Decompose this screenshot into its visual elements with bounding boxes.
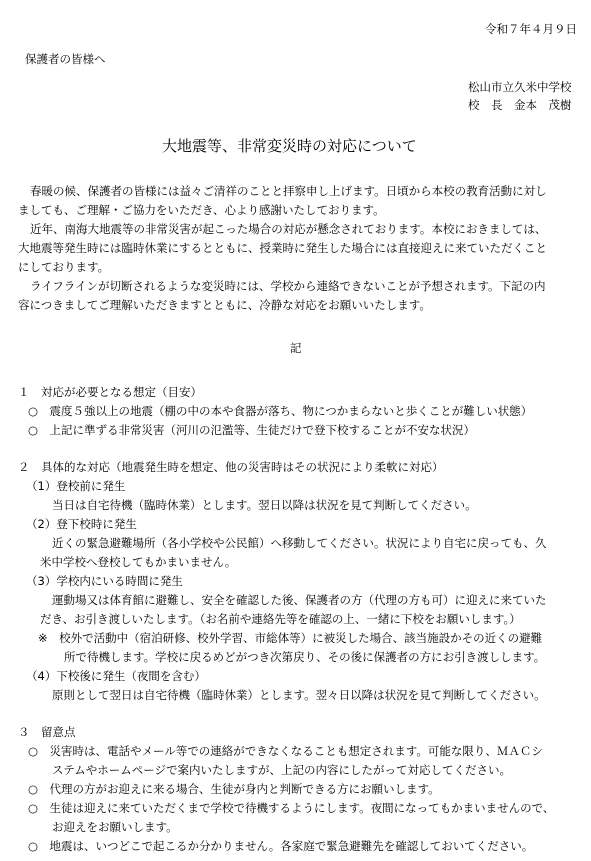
section1-item: ○ 震度５強以上の地震（棚の中の本や食器が落ち、物につかまらないと歩くことが難しい状態） [28,404,533,418]
section3-heading: ３ 留意点 [18,725,76,739]
ki-heading: 記 [290,341,302,355]
section3-item: ○ 地震は、いつどこで起こるか分かりません。各家庭で緊急避難先を確認しておいてください。 [28,839,534,853]
school-name: 松山市立久米中学校 [468,80,572,94]
section3-item: ○ 災害時は、電話やメール等での連絡ができなくなることも想定されます。可能な限り、ＭＡＣシ [28,744,543,758]
section2-heading: ２ 具体的な対応（地震発生時を想定、他の災害時はその状況により柔軟に対応） [18,460,444,474]
intro-line: 大地震等発生時には臨時休業にするとともに、授業時に発生した場合には直接迎えに来ていただくこと [18,241,547,255]
intro-line: 春暖の候、保護者の皆様には益々ご清祥のことと拝察申し上げます。日頃から本校の教育活動に対し [30,184,547,198]
section2-subheading: （4）下校後に発生（夜間を含む） [26,669,206,683]
section3-item: お迎えをお願いします。 [52,820,178,834]
intro-line: ましても、ご理解・ご協力をいただき、心より感謝いたしております。 [18,203,385,217]
section2-subheading: （1）登校前に発生 [26,479,126,493]
principal-name: 校 長 金本 茂樹 [468,98,572,112]
section1-heading: １ 対応が必要となる想定（目安） [18,385,202,399]
intro-line: にしております。 [18,260,110,274]
section3-item: ステムやホームページで案内いたしますが、上記の内容にしたがって対応してください。 [52,763,511,777]
document-date: 令和７年４月９日 [485,22,577,36]
section2-text: 近くの緊急避難場所（各小学校や公民館）へ移動してください。状況により自宅に戻っても、久 [52,536,547,550]
recipient-line: 保護者の皆様へ [25,52,106,66]
section3-item: ○ 代理の方がお迎えに来る場合、生徒が身内と判断できる方にお願いします。 [28,782,440,796]
section2-note: ※ 校外で活動中（宿泊研修、校外学習、市総体等）に被災した場合、該当施設かその近くの避難 [38,631,543,645]
section2-subheading: （2）登下校時に発生 [26,517,137,531]
section2-text: だき、お引き渡しいたします。（お名前や連絡先等を確認の上、一緒に下校をお願いします。） [40,612,521,626]
section2-text: 当日は自宅待機（臨時休業）とします。翌日以降は状況を見て判断してください。 [52,498,477,512]
section1-item: ○ 上記に準ずる非常災害（河川の氾濫等、生徒だけで登下校することが不安な状況） [28,423,476,437]
intro-line: 近年、南海大地震等の非常災害が起こった場合の対応が懸念されております。本校におきましては、 [30,222,547,236]
section3-item: ○ 生徒は迎えに来ていただくまで学校で待機するようにします。夜間になってもかまいませんので、 [28,801,555,815]
section2-note: 所で待機します。学校に戻るめどがつき次第戻り、その後に保護者の方にお引き渡しします。 [64,650,546,664]
section2-text: 運動場又は体育館に避難し、安全を確認した後、保護者の方（代理の方も可）に迎えに来ていた [52,593,547,607]
section2-text: 原則として翌日は自宅待機（臨時休業）とします。翌々日以降は状況を見て判断してください。 [52,688,546,702]
intro-line: 容につきましてご理解いただきますとともに、冷静な対応をお願いいたします。 [18,298,431,312]
intro-line: ライフラインが切断されるような変災時には、学校から連絡できないことが予想されます。下記の内 [30,279,546,293]
section2-subheading: （3）学校内にいる時間に発生 [26,574,183,588]
document-title: 大地震等、非常変災時の対応について [162,137,417,155]
section2-text: 米中学校へ登校してもかまいません。 [40,555,237,569]
